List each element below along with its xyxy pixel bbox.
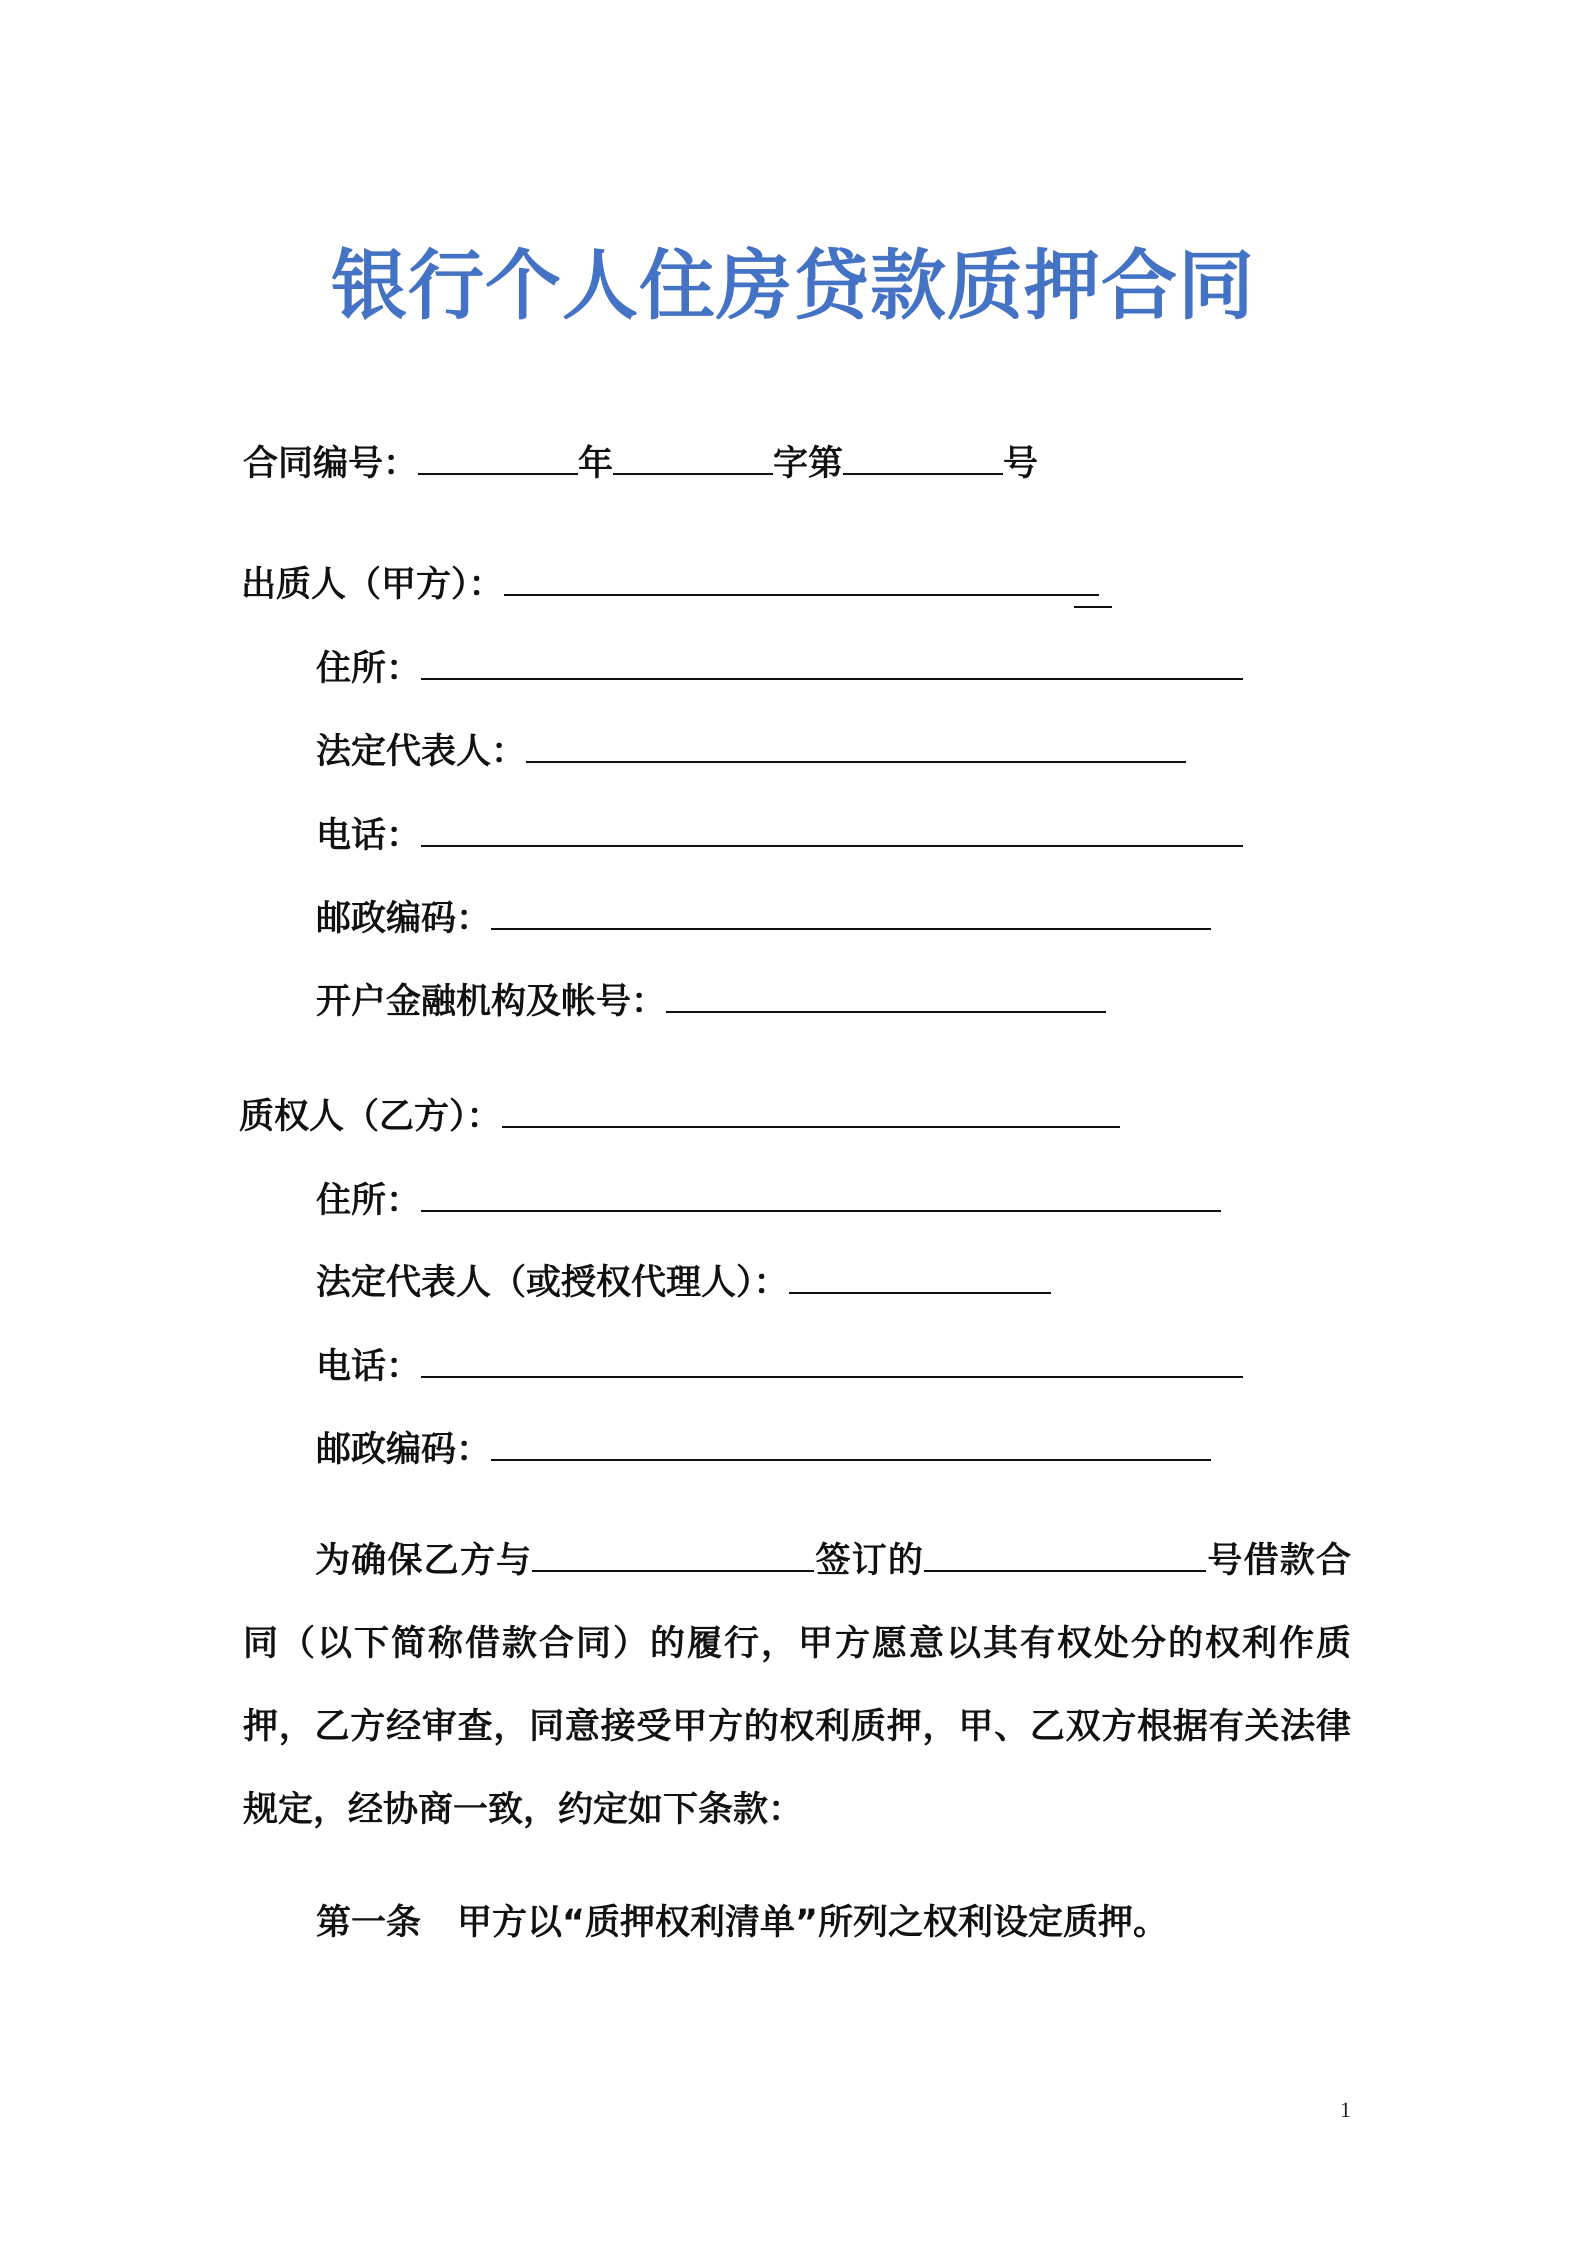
pledgor-label: 出质人（甲方）： (241, 565, 504, 605)
contract-number-blank-1[interactable] (418, 443, 578, 475)
pledgee-phone-field[interactable] (421, 1346, 1243, 1378)
pledgor-bank-account-field[interactable] (666, 981, 1106, 1013)
pledgee-legal-rep-label: 法定代表人（或授权代理人）： (316, 1263, 789, 1303)
pledgor-name-field[interactable] (504, 564, 1099, 596)
pledgee-phone-line (316, 1346, 1243, 1385)
article-1-text: 甲方以“质押权利清单”所列之权利设定质押。 (457, 1903, 1169, 1943)
pledgor-line (241, 564, 1099, 603)
pledgee-address-label: 住所： (316, 1181, 422, 1221)
intro-text-3: 号借款合同（以下简称借款合同）的履行，甲方愿意以其有权处分的权利作质押，乙方经审查，同意接受甲方的权利质押，甲、乙双方根据有关法律规定，经协商一致，约定如下条款： (243, 1541, 1351, 1830)
pledgor-bank-account-label: 开户金融机构及帐号： (316, 982, 667, 1022)
pledgee-postcode-line (316, 1429, 1211, 1468)
contract-zi-di-label: 字第 (773, 444, 844, 484)
pledgee-phone-label: 电话： (316, 1347, 422, 1387)
pledgee-line (239, 1096, 1120, 1135)
pledgor-postcode-label: 邮政编码： (316, 899, 492, 939)
pledgee-name-field[interactable] (502, 1096, 1120, 1128)
pledgee-label: 质权人（乙方）： (239, 1097, 502, 1137)
pledgee-address-field[interactable] (421, 1180, 1221, 1212)
contract-number-label: 合同编号： (243, 444, 419, 484)
pledgor-legal-rep-field[interactable] (526, 731, 1186, 763)
pledgor-phone-field[interactable] (421, 815, 1243, 847)
pledgor-phone-label: 电话： (316, 816, 422, 856)
pledgee-legal-rep-line (316, 1262, 1051, 1301)
pledgor-legal-rep-line (316, 731, 1186, 770)
pledgor-postcode-line (316, 898, 1211, 937)
pledgee-legal-rep-field[interactable] (789, 1262, 1051, 1294)
pledgor-address-label: 住所： (316, 649, 422, 689)
contract-number-blank-3[interactable] (843, 443, 1003, 475)
document-title: 银行个人住房贷款质押合同 (331, 241, 1255, 330)
pledgee-address-line (316, 1180, 1221, 1219)
pledgor-postcode-field[interactable] (491, 898, 1211, 930)
pledgor-address-field[interactable] (421, 648, 1243, 680)
pledgor-underline-mark (1074, 606, 1112, 608)
contract-hao-label: 号 (1003, 444, 1039, 484)
contract-year-label: 年 (578, 444, 614, 484)
contract-number-blank-2[interactable] (613, 443, 773, 475)
intro-paragraph (243, 1520, 1351, 1852)
page-number: 1 (1340, 2097, 1351, 2122)
pledgor-bank-account-line (316, 981, 1106, 1020)
pledgor-address-line (316, 648, 1243, 687)
contract-number-line (243, 443, 1038, 482)
article-1-line (316, 1903, 1169, 1943)
intro-party-field[interactable] (532, 1540, 814, 1572)
intro-text-1: 为确保乙方与 (315, 1541, 533, 1581)
pledgor-legal-rep-label: 法定代表人： (316, 732, 527, 772)
pledgee-postcode-label: 邮政编码： (316, 1430, 492, 1470)
intro-contract-no-field[interactable] (924, 1540, 1206, 1572)
pledgee-postcode-field[interactable] (491, 1429, 1211, 1461)
article-1-number: 第一条 (316, 1903, 422, 1943)
pledgor-phone-line (316, 815, 1243, 854)
intro-text-2: 签订的 (814, 1541, 925, 1581)
